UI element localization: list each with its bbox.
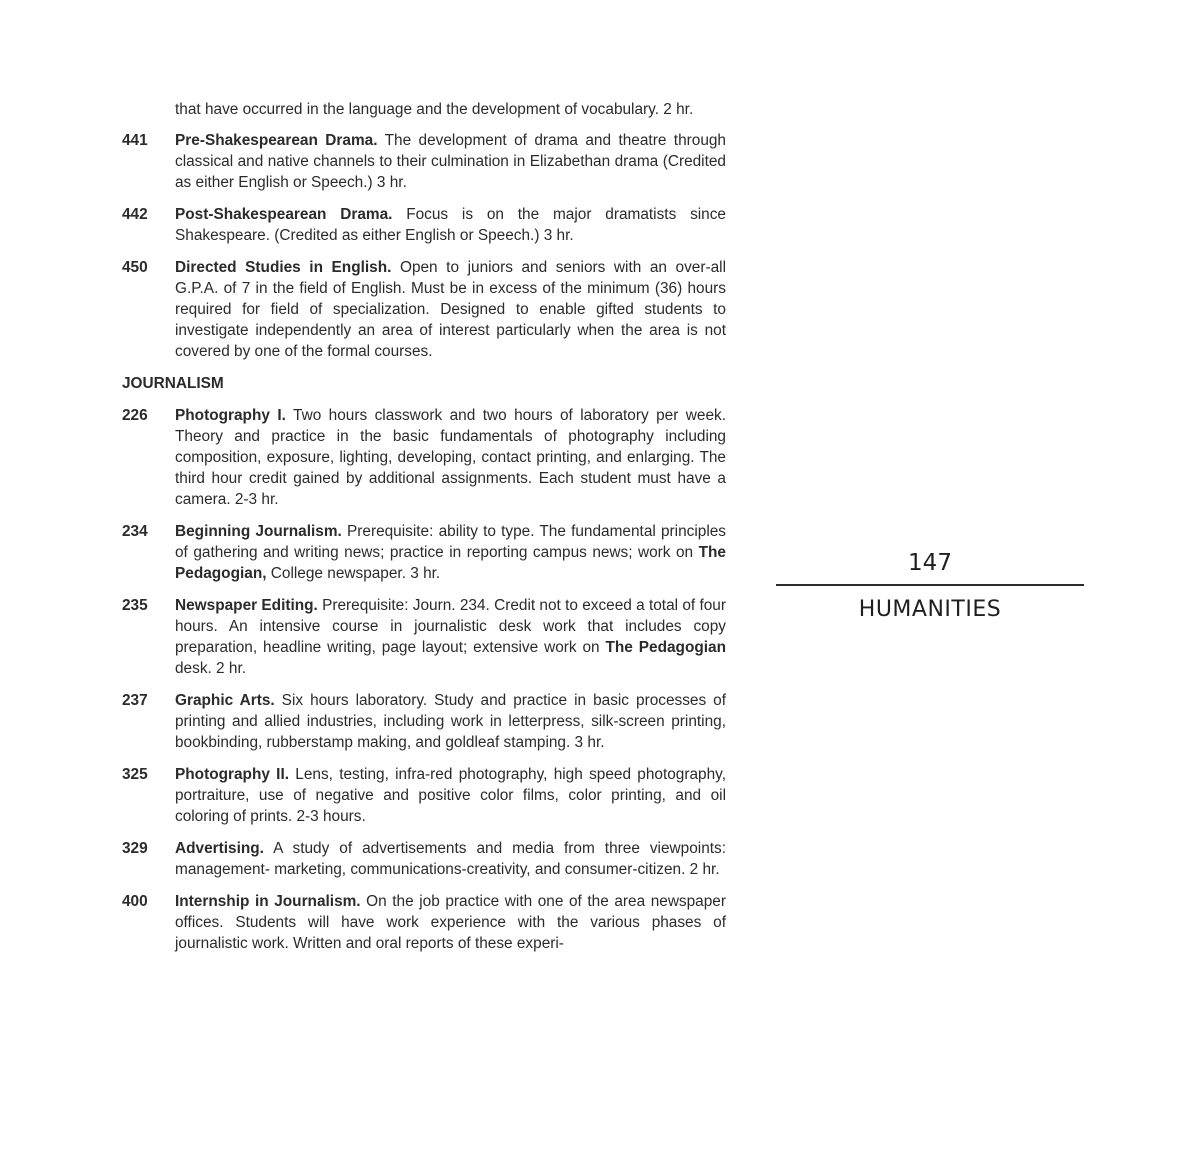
course-description: Prerequisite: ability to type. The fundamental principles of gathering and writing news; practice in reporting campus news; work on: [175, 523, 726, 561]
course-title: Newspaper Editing.: [175, 597, 318, 614]
course-description: Prerequisite: Journ. 234. Credit not to exceed a total of four hours. An intensive course in journalistic desk work that includes copy preparation, headline writing, page layout; extensive work on: [175, 597, 726, 656]
course-column: [122, 99, 726, 965]
course-entry-442: [122, 204, 726, 246]
course-title: Graphic Arts.: [175, 692, 275, 709]
course-body: [175, 405, 726, 510]
newspaper-name: The Pedagogian: [605, 639, 726, 656]
course-description-tail: desk. 2 hr.: [175, 660, 247, 677]
course-entry-325: [122, 764, 726, 827]
section-heading-journalism: JOURNALISM: [122, 375, 224, 392]
course-entry-226: [122, 405, 726, 510]
course-body: [175, 690, 726, 753]
page-number: 147: [908, 550, 952, 576]
course-title: Pre-Shakespearean Drama.: [175, 132, 378, 149]
course-entry-234: [122, 521, 726, 584]
course-body: [175, 764, 726, 827]
course-body: [175, 130, 726, 193]
course-entry-329: [122, 838, 726, 880]
course-body: [175, 204, 726, 246]
newspaper-name: The Pedagogian,: [175, 544, 726, 582]
continuation-text: that have occurred in the language and the development of vocabulary. 2 hr.: [175, 101, 694, 118]
course-entry-450: [122, 257, 726, 362]
course-body: [175, 838, 726, 880]
course-entry-441: [122, 130, 726, 193]
course-description: Open to juniors and seniors with an over-all G.P.A. of 7 in the field of English. Must be in excess of the minimum (36) hours required for field of specialization. Designed to enable gifted students to investigate independently an area of interest particularly when the area is not covered by one of the formal courses.: [175, 259, 726, 360]
course-body: [175, 257, 726, 362]
course-description: Lens, testing, infra-red photography, high speed photography, portraiture, use of negative and positive color films, color printing, and oil coloring of prints. 2-3 hours.: [175, 766, 726, 825]
course-number: 450: [122, 259, 148, 276]
divider-rule: [776, 584, 1084, 586]
course-title: Advertising.: [175, 840, 264, 857]
course-number: 237: [122, 692, 148, 709]
course-body: [175, 521, 726, 584]
course-number: 400: [122, 893, 148, 910]
course-title: Photography II.: [175, 766, 290, 783]
course-number: 325: [122, 766, 148, 783]
course-description-tail: College newspaper. 3 hr.: [266, 565, 441, 582]
course-description: The development of drama and theatre through classical and native channels to their culmination in Elizabethan drama (Credited as either English or Speech.) 3 hr.: [175, 132, 726, 191]
course-entry-400: [122, 891, 726, 954]
course-number: 442: [122, 206, 148, 223]
course-title: Photography I.: [175, 407, 286, 424]
course-title: Directed Studies in English.: [175, 259, 392, 276]
section-label: HUMANITIES: [858, 597, 1002, 622]
page-marker: [776, 548, 1084, 624]
course-description: Six hours laboratory. Study and practice in basic processes of printing and allied industries, including work in letterpress, silk-screen printing, bookbinding, rubberstamp making, and goldleaf stamping. 3 hr.: [175, 692, 726, 751]
course-number: 441: [122, 132, 148, 149]
course-entry-235: [122, 595, 726, 679]
course-description: Two hours classwork and two hours of laboratory per week. Theory and practice in the basic fundamentals of photography including composition, exposure, lighting, developing, contact printing, and enlarging. The third hour credit gained by additional assignments. Each student must have a camera. 2-3 hr.: [175, 407, 726, 508]
course-title: Internship in Journalism.: [175, 893, 361, 910]
course-description: On the job practice with one of the area newspaper offices. Students will have work experience with the various phases of journalistic work. Written and oral reports of these experi-: [175, 893, 726, 952]
course-number: 234: [122, 523, 148, 540]
course-description: A study of advertisements and media from three viewpoints: management- marketing, communications-creativity, and consumer-citizen. 2 hr.: [175, 840, 726, 878]
course-number: 235: [122, 597, 148, 614]
course-title: Beginning Journalism.: [175, 523, 342, 540]
course-body: [175, 595, 726, 679]
course-entry-237: [122, 690, 726, 753]
course-number: 329: [122, 840, 148, 857]
course-number: 226: [122, 407, 148, 424]
course-description: Focus is on the major dramatists since Shakespeare. (Credited as either English or Speech.) 3 hr.: [175, 206, 726, 244]
course-body: [175, 891, 726, 954]
course-title: Post-Shakespearean Drama.: [175, 206, 393, 223]
